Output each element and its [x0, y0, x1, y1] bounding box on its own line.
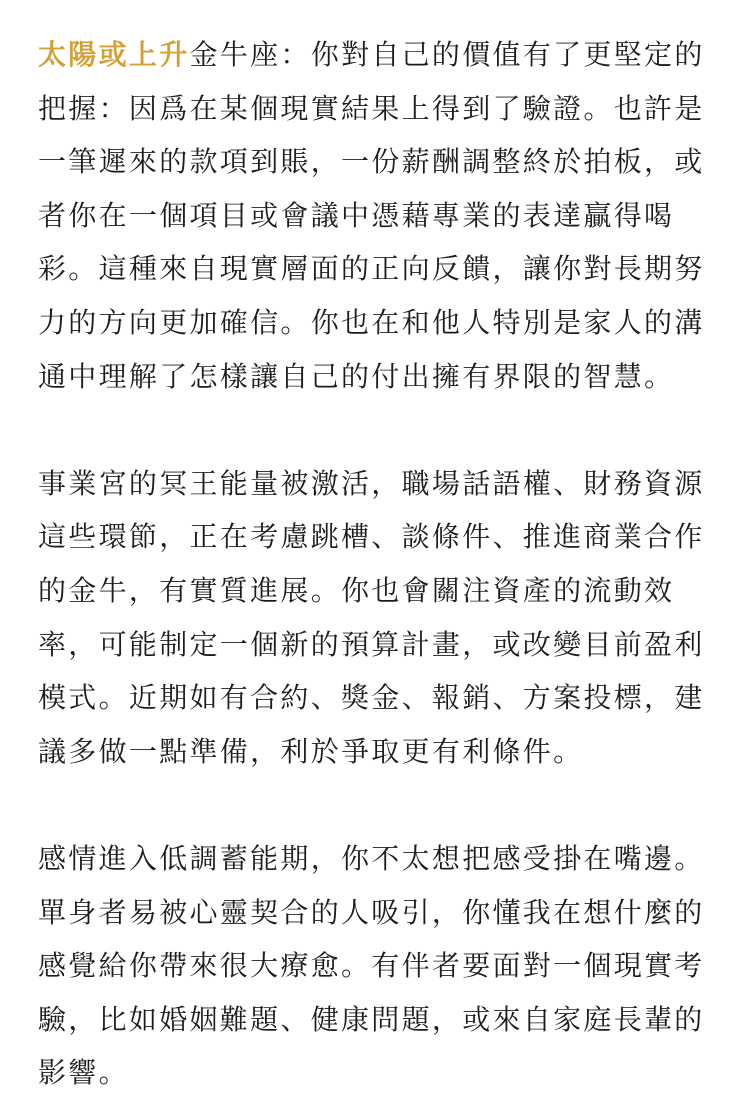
text-line: 者你在一個項目或會議中憑藉專業的表達贏得喝	[38, 198, 675, 232]
paragraph-sun-rising-taurus	[38, 28, 703, 403]
text-line: 率，可能制定一個新的預算計畫，或改變目前盈利	[38, 627, 705, 661]
text-line: 通中理解了怎樣讓自己的付出擁有界限的智慧。	[38, 359, 675, 393]
text-line: 模式。近期如有合約、獎金、報銷、方案投標，建	[38, 681, 705, 715]
sign-highlight: 太陽或上升	[38, 38, 190, 71]
paragraph-career	[38, 457, 703, 779]
text-line: 彩。這種來自現實層面的正向反饋，讓你對長期努	[38, 252, 705, 286]
text-line: 感情進入低調蓄能期，你不太想把感受掛在嘴邊。	[38, 841, 705, 875]
text-line: 這些環節，正在考慮跳槽、談條件、推進商業合作	[38, 520, 705, 554]
text-line: 事業宮的冥王能量被激活，職場話語權、財務資源	[38, 466, 705, 500]
text-line: 一筆遲來的款項到賬，一份薪酬調整終於拍板，或	[38, 145, 705, 179]
text-line: 力的方向更加確信。你也在和他人特別是家人的溝	[38, 305, 705, 339]
text-line-rest: 金牛座：你對自己的價值有了更堅定的	[189, 38, 705, 71]
text-line: 把握：因爲在某個現實結果上得到了驗證。也許是	[38, 91, 705, 125]
text-line: 單身者易被心靈契合的人吸引，你懂我在想什麼的	[38, 895, 705, 929]
text-line: 影響。	[38, 1056, 129, 1090]
article-body	[38, 28, 703, 1100]
text-line: 感覺給你帶來很大療愈。有伴者要面對一個現實考	[38, 949, 705, 983]
text-line: 驗，比如婚姻難題、健康問題，或來自家庭長輩的	[38, 1002, 705, 1036]
paragraph-spacer	[38, 778, 703, 832]
text-line	[38, 28, 703, 82]
text-line: 議多做一點準備，利於爭取更有利條件。	[38, 734, 584, 768]
paragraph-spacer	[38, 403, 703, 457]
text-line: 的金牛，有實質進展。你也會關注資產的流動效	[38, 573, 675, 607]
paragraph-relationships	[38, 832, 703, 1100]
